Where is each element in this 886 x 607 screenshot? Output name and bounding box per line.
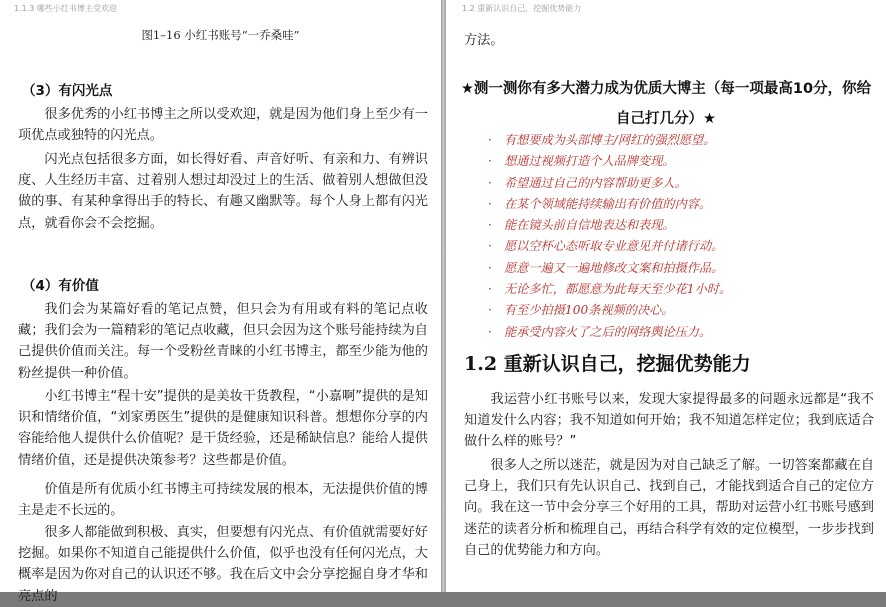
section3-paragraph-1: 很多优秀的小红书博主之所以受欢迎，就是因为他们身上至少有一项优点或独特的闪光点。 (18, 107, 428, 144)
bullet-icon: · (488, 133, 492, 147)
bullet-icon: · (488, 239, 492, 254)
section-title: 1.2 重新认识自己，挖掘优势能力 (464, 353, 751, 375)
quiz-item-text: 有想要成为头部博主/网红的强烈愿望。 (504, 133, 716, 147)
left-running-head: 1.1.3 哪些小红书博主受欢迎 (14, 4, 117, 13)
quiz-item-text: 愿意一遍又一遍地修改文案和拍摄作品。 (504, 260, 724, 275)
left-page (0, 0, 441, 604)
quiz-item (488, 236, 731, 257)
section4-paragraph-3: 价值是所有优质小红书博主可持续发展的根本，无法提供价值的博主是走不长远的。 (18, 482, 428, 519)
quiz-item (488, 215, 731, 236)
section3-heading: （3）有闪光点 (22, 83, 113, 99)
quiz-item (488, 279, 731, 300)
quiz-item (488, 300, 731, 321)
quiz-item (488, 130, 731, 151)
section4-paragraph-2: 小红书博主“程十安”提供的是美妆干货教程，“小嘉啊”提供的是知识和情绪价值，“刘家勇医生”提供的是健康知识科普。想想你分享的内容能给他人提供什么价值呢？是干货经验，还是稀缺信息？能给人提供情绪价值，还是提供决策参考？这些都是价值。 (18, 389, 428, 468)
quiz-title: ★测一测你有多大潜力成为优质大博主（每一项最高10分，你给自己打几分）★ (460, 81, 872, 127)
bullet-icon: · (488, 196, 492, 211)
bullet-icon: · (488, 175, 492, 190)
section-paragraph-2: 很多人之所以迷茫，就是因为对自己缺乏了解。一切答案都藏在自己身上，我们只有先认识自己、找到自己，才能找到适合自己的定位方向。我在这一节中会分享三个好用的工具，帮助对运营小红书账号感到迷茫的读者分析和梳理自己，再结合科学有效的定位模型，一步步找到自己的优势能力和方向。 (464, 458, 874, 558)
bullet-icon: · (488, 260, 492, 275)
section-paragraph-1: 我运营小红书账号以来，发现大家提得最多的问题永远都是“我不知道发什么内容；我不知道如何开始；我不知道怎样定位；我到底适合做什么样的账号？” (464, 392, 874, 450)
quiz-item-text: 愿以空杯心态听取专业意见并付诸行动。 (504, 239, 724, 254)
quiz-item (488, 258, 731, 279)
quiz-item-text: 有至少拍摄100条视频的决心。 (504, 303, 674, 318)
quiz-item-text: 在某个领域能持续输出有价值的内容。 (504, 196, 712, 211)
bullet-icon: · (488, 282, 492, 297)
bullet-icon: · (488, 303, 492, 318)
bullet-icon: · (488, 218, 492, 233)
section4-paragraph-4: 很多人都能做到积极、真实，但要想有闪光点、有价值就需要好好挖掘。如果你不知道自己能提供什么价值，似乎也没有任何闪光点，大概率是因为你对自己的认识还不够。我在后文中会分享挖掘自身才华和亮点的 (18, 525, 428, 604)
continued-text: 方法。 (464, 33, 504, 48)
bullet-icon: · (488, 154, 492, 169)
quiz-item (488, 151, 731, 172)
section4-paragraph-1: 我们会为某篇好看的笔记点赞，但只会为有用或有料的笔记点收藏；我们会为一篇精彩的笔记点收藏，但只会因为这个账号能持续为自己提供价值而关注。每一个受粉丝青睐的小红书博主，都至少能为他的粉丝提供一种价值。 (18, 302, 428, 381)
quiz-item-text: 希望通过自己的内容帮助更多人。 (504, 175, 687, 190)
quiz-item (488, 173, 731, 194)
right-page (446, 0, 886, 592)
right-running-head: 1.2 重新认识自己，挖掘优势能力 (462, 4, 582, 13)
quiz-item (488, 322, 731, 343)
quiz-item-text: 能承受内容火了之后的网络舆论压力。 (504, 324, 712, 339)
quiz-list (488, 130, 731, 343)
bullet-icon: · (488, 324, 492, 339)
section3-paragraph-2: 闪光点包括很多方面，如长得好看、声音好听、有亲和力、有辨识度、人生经历丰富、过着别人想过却没过上的生活、做着别人想做但没做的事、有某种拿得出手的特长、有趣又幽默等。每个人身上都有闪光点，就看你会不会挖掘。 (18, 152, 428, 231)
figure-caption: 图1–16 小红书账号“一乔桑哇” (141, 28, 300, 42)
quiz-item-text: 想通过视频打造个人品牌变现。 (504, 154, 675, 169)
quiz-item-text: 无论多忙，都愿意为此每天至少花1小时。 (504, 282, 732, 297)
section4-heading: （4）有价值 (22, 278, 99, 294)
quiz-item (488, 194, 731, 215)
quiz-item-text: 能在镜头前自信地表达和表现。 (504, 218, 675, 233)
